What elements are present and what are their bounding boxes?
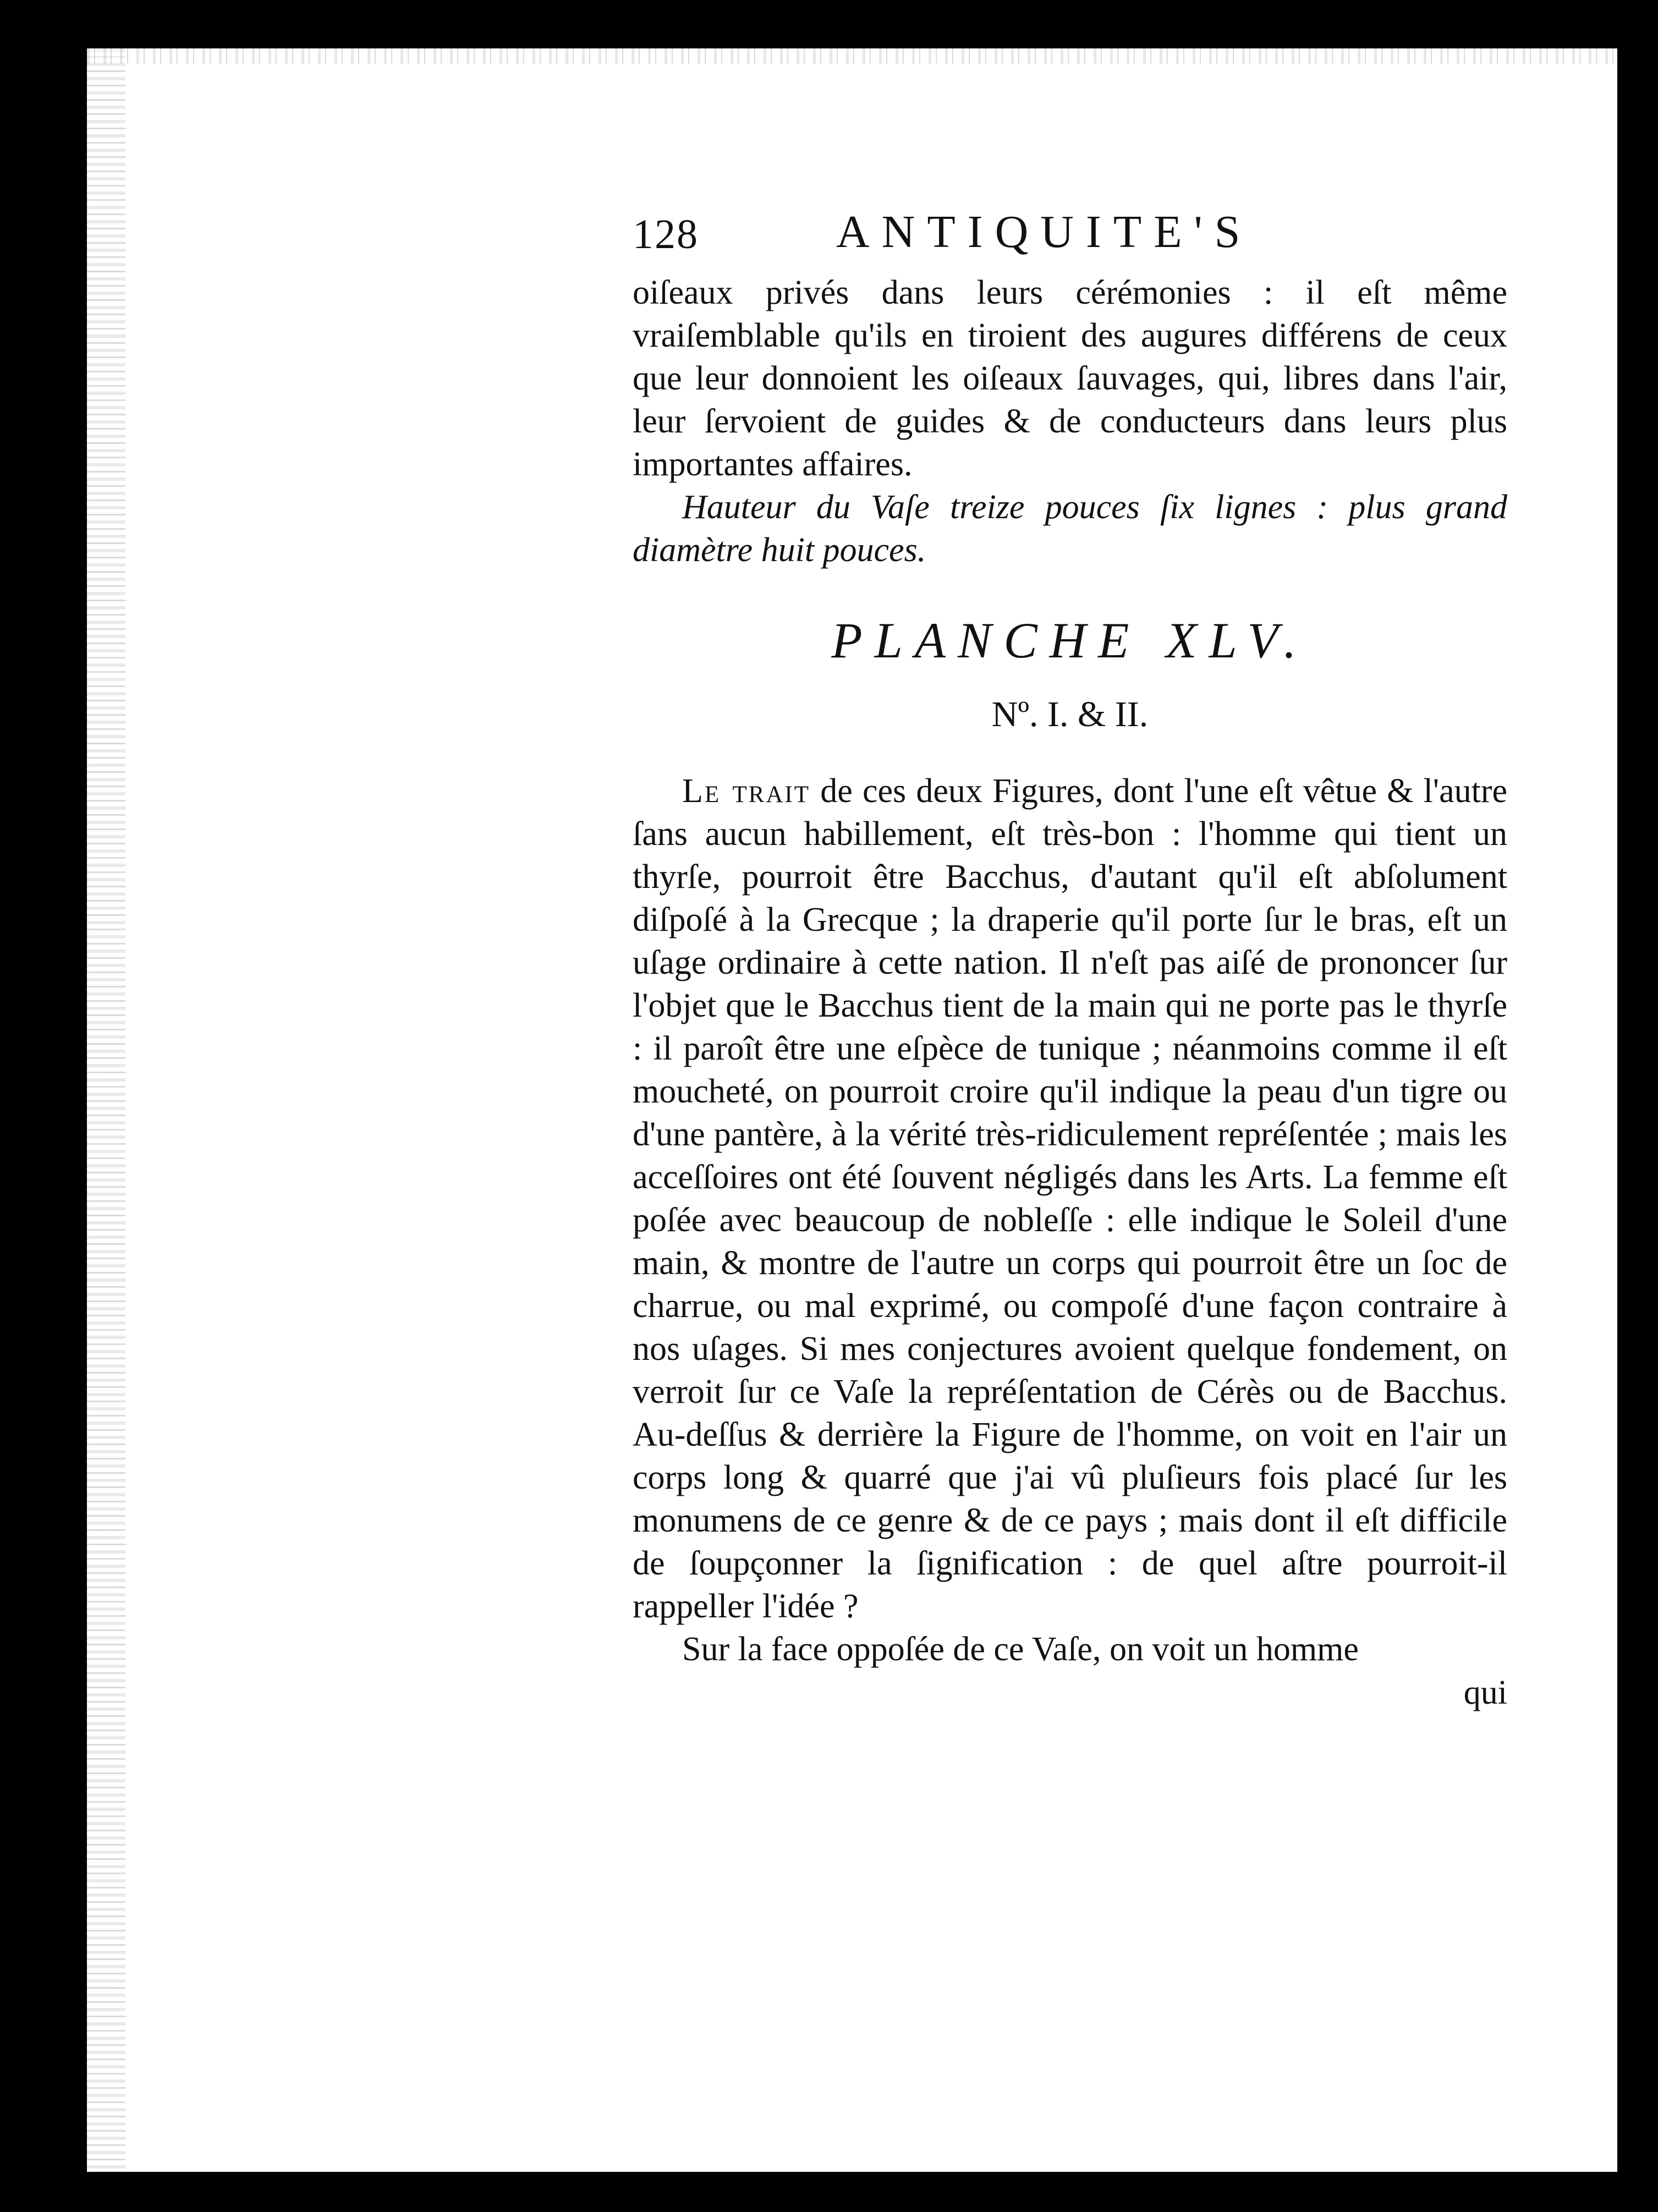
paragraph-next: Sur la face oppoſée de ce Vaſe, on voit un homme xyxy=(682,1631,1359,1668)
page-edge-shadow-top xyxy=(87,48,1617,64)
plate-title: PLANCHE XLV. xyxy=(831,612,1309,668)
page-edge-shadow xyxy=(87,48,125,2172)
lead-words: Le trait xyxy=(682,772,810,810)
book-page xyxy=(87,48,1617,2172)
paragraph-continuation: oiſeaux privés dans leurs cérémonies : il eſt même vraiſemblable qu'ils en tiroient des augures différens de ceux que leur donnoient les oiſeaux ſauvages, qui, libres dans l'air, leur ſervoient de guides & de conducteurs dans leurs plus importantes affaires. xyxy=(633,274,1507,483)
plate-number: Nº. I. & II. xyxy=(991,694,1149,734)
paragraph-description xyxy=(633,770,1507,1628)
page-number: 128 xyxy=(633,211,699,257)
running-title: ANTIQUITE'S xyxy=(836,206,1253,257)
vase-dimensions: Hauteur du Vaſe treize pouces ſix lignes : plus grand diamètre huit pouces. xyxy=(633,488,1507,569)
catchword: qui xyxy=(1463,1674,1507,1711)
text-column xyxy=(633,205,1507,1715)
running-head xyxy=(633,205,1507,271)
paragraph-body: de ces deux Figures, dont l'une eſt vêtue & l'autre ſans aucun habillement, eſt très-bon : l'homme qui tient un thyrſe, pourroit être Bacchus, d'autant qu'il eſt abſolument diſpoſé à la Grecque ; la draperie qu'il porte ſur le bras, eſt un uſage ordinaire à cette nation. Il n'eſt pas aiſé de prononcer ſur l'objet que le Bacchus tient de la main qui ne porte pas le thyrſe : il paroît être une eſpèce de tunique ; néanmoins comme il eſt moucheté, on pourroit croire qu'il indique la peau d'un tigre ou d'une pantère, à la vérité très-ridiculement repréſentée ; mais les acceſſoires ont été ſouvent négligés dans les Arts. La femme eſt poſée avec beaucoup de nobleſſe : elle indique le Soleil d'une main, & montre de l'autre un corps qui pourroit être un ſoc de charrue, ou mal exprimé, ou compoſé d'une façon contraire à nos uſages. Si mes conjectures avoient quelque fondement, on verroit ſur ce Vaſe la repréſentation de Cérès ou de Bacchus. Au-deſſus & derrière la Figure de l'homme, on voit en l'air un corps long & quarré que j'ai vû pluſieurs fois placé ſur les monumens de ce genre & de ce pays ; mais dont il eſt difficile de ſoupçonner la ſignification : de quel aſtre pourroit-il rappeller l'idée ? xyxy=(633,772,1507,1625)
